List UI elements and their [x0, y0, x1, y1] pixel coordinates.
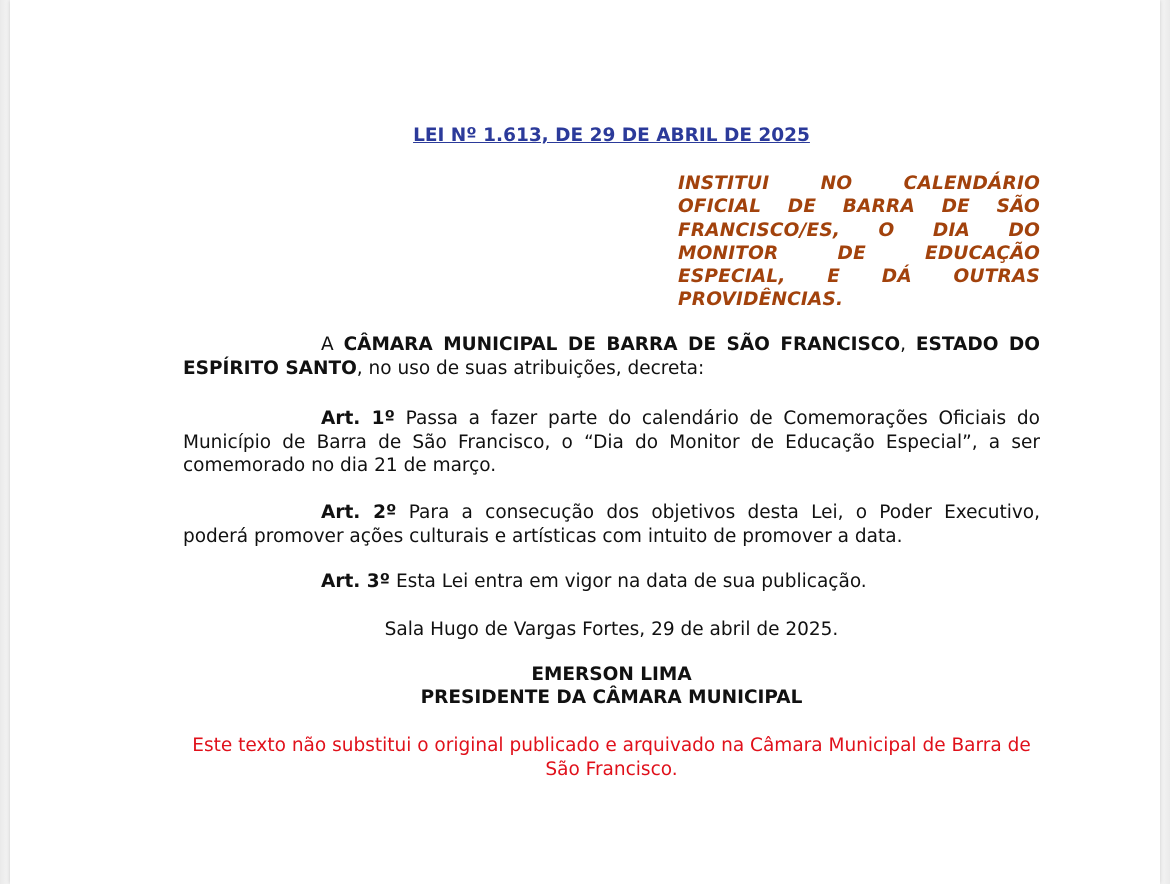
article-1 [183, 407, 1040, 478]
page-right-margin [1160, 0, 1170, 884]
law-ementa: INSTITUI NO CALENDÁRIO OFICIAL DE BARRA DE SÃO FRANCISCO/ES, O DIA DO MONITOR DE EDUCAÇÃO ESPECIAL, E DÁ OUTRAS PROVIDÊNCIAS. [678, 173, 1040, 311]
place-date: Sala Hugo de Vargas Fortes, 29 de abril de 2025. [384, 619, 839, 640]
article-1-text: Passa a fazer parte do calendário de Comemorações Oficiais do Município de Barra de São Francisco, o “Dia do Monitor de Educação Especial”, a ser comemorado no dia 21 de março. [183, 408, 1040, 476]
article-3-text: Esta Lei entra em vigor na data de sua publicação. [390, 571, 867, 592]
article-2 [183, 501, 1040, 548]
article-3-label: Art. 3º [321, 571, 391, 592]
preamble-suffix: , no uso de suas atribuições, decreta: [356, 357, 705, 379]
preamble-sep: , [900, 334, 916, 355]
preamble [183, 333, 1040, 380]
page-left-margin [0, 0, 10, 884]
law-title[interactable]: LEI Nº 1.613, DE 29 DE ABRIL DE 2025 [413, 125, 810, 146]
article-2-label: Art. 2º [321, 502, 397, 523]
article-1-label: Art. 1º [321, 408, 395, 429]
preamble-prefix: A [321, 334, 344, 355]
preamble-entity: CÂMARA MUNICIPAL DE BARRA DE SÃO FRANCISCO [343, 334, 901, 355]
preamble-state: ESTADO DO ESPÍRITO SANTO [183, 334, 1040, 379]
signer-role: PRESIDENTE DA CÂMARA MUNICIPAL [420, 687, 803, 708]
disclaimer-note: Este texto não substitui o original publicado e arquivado na Câmara Municipal de Barra de São Francisco. [192, 735, 1031, 780]
article-2-text: Para a consecução dos objetivos desta Lei, o Poder Executivo, poderá promover ações culturais e artísticas com intuito de promover a data. [183, 502, 1040, 547]
signer-name: EMERSON LIMA [531, 664, 692, 685]
article-3 [183, 570, 1040, 594]
